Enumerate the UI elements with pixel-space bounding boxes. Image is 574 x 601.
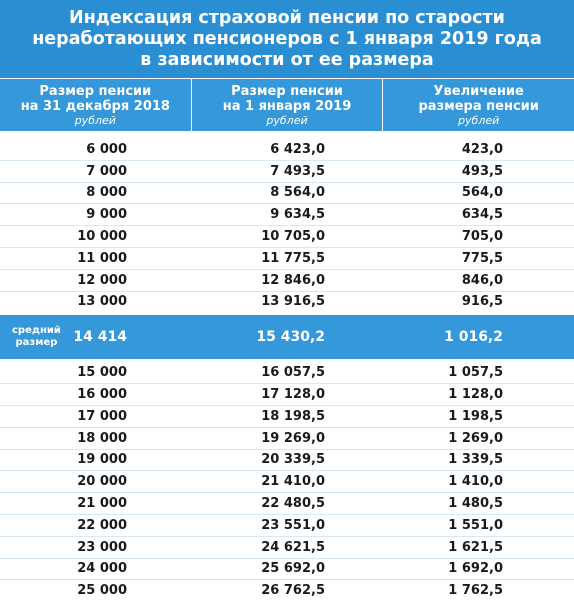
pension-2018-cell: 13 000: [77, 294, 127, 310]
table-row: [0, 536, 574, 558]
pension-2019-cell: 25 692,0: [261, 561, 325, 577]
pension-2019-cell: 24 621,5: [261, 539, 325, 555]
pension-2019-cell: 8 564,0: [270, 185, 325, 201]
column-header-line: Размер пенсии: [231, 83, 343, 99]
pension-2019-cell: 18 198,5: [261, 408, 325, 424]
average-pension-2018: 14 414: [73, 329, 127, 346]
table-row: [0, 558, 574, 580]
pension-2019-cell: 16 057,5: [261, 365, 325, 381]
table-title: [0, 0, 574, 78]
increase-cell: 634,5: [461, 207, 503, 223]
pension-2018-cell: 18 000: [77, 430, 127, 446]
pension-2018-cell: 25 000: [77, 583, 127, 599]
pension-2019-cell: 20 339,5: [261, 452, 325, 468]
increase-cell: 916,5: [461, 294, 503, 310]
pension-2018-cell: 19 000: [77, 452, 127, 468]
pension-2018-cell: 16 000: [77, 387, 127, 403]
column-header-line: Размер пенсии: [39, 83, 152, 99]
average-row: [0, 315, 574, 359]
table-row: [0, 247, 574, 269]
increase-cell: 1 198,5: [448, 408, 503, 424]
pension-2019-cell: 7 493,5: [270, 163, 325, 179]
title-line-2: неработающих пенсионеров с 1 января 2019 года: [32, 28, 542, 49]
increase-cell: 493,5: [461, 163, 503, 179]
column-header-increase: [382, 79, 574, 131]
table-body: [0, 131, 574, 601]
average-label-line: средний: [12, 325, 61, 337]
table-row: [0, 203, 574, 225]
pension-2019-cell: 6 423,0: [270, 141, 325, 157]
average-label-line: размер: [15, 337, 58, 349]
table-row: [0, 362, 574, 383]
increase-cell: 1 480,5: [448, 496, 503, 512]
table-row: [0, 182, 574, 204]
pension-2019-cell: 17 128,0: [261, 387, 325, 403]
table-row: [0, 405, 574, 427]
column-unit: рублей: [74, 113, 116, 127]
table-row: [0, 579, 574, 601]
table-header: [0, 78, 574, 131]
table-row: [0, 470, 574, 492]
table-row: [0, 160, 574, 182]
pension-2018-cell: 12 000: [77, 272, 127, 288]
pension-2019-cell: 19 269,0: [261, 430, 325, 446]
table-row: [0, 269, 574, 291]
increase-cell: 705,0: [461, 229, 503, 245]
pension-2018-cell: 6 000: [86, 141, 127, 157]
increase-cell: 423,0: [461, 141, 503, 157]
column-unit: рублей: [458, 113, 500, 127]
column-header-pension-2018: [0, 79, 191, 131]
table-row: [0, 139, 574, 160]
pension-2018-cell: 23 000: [77, 539, 127, 555]
table-row: [0, 383, 574, 405]
increase-cell: 1 621,5: [448, 539, 503, 555]
column-unit: рублей: [266, 113, 308, 127]
increase-cell: 846,0: [461, 272, 503, 288]
pension-2018-cell: 10 000: [77, 229, 127, 245]
table-row: [0, 514, 574, 536]
pension-2018-cell: 22 000: [77, 517, 127, 533]
pension-2018-cell: 21 000: [77, 496, 127, 512]
increase-cell: 1 551,0: [448, 517, 503, 533]
title-line-1: Индексация страховой пенсии по старости: [69, 7, 505, 28]
increase-cell: 775,5: [461, 250, 503, 266]
pension-2018-cell: 17 000: [77, 408, 127, 424]
table-row: [0, 449, 574, 471]
pension-2018-cell: 7 000: [86, 163, 127, 179]
increase-cell: 564,0: [461, 185, 503, 201]
pension-2018-cell: 9 000: [86, 207, 127, 223]
pension-2019-cell: 23 551,0: [261, 517, 325, 533]
column-header-line: на 31 декабря 2018: [20, 98, 170, 114]
column-header-pension-2019: [191, 79, 383, 131]
pension-2018-cell: 20 000: [77, 474, 127, 490]
table-row: [0, 427, 574, 449]
column-header-line: размера пенсии: [418, 98, 539, 114]
pension-2019-cell: 26 762,5: [261, 583, 325, 599]
increase-cell: 1 269,0: [448, 430, 503, 446]
average-label: [12, 315, 61, 359]
increase-cell: 1 339,5: [448, 452, 503, 468]
pension-2018-cell: 15 000: [77, 365, 127, 381]
pension-2019-cell: 10 705,0: [261, 229, 325, 245]
pension-2018-cell: 11 000: [77, 250, 127, 266]
column-header-line: Увеличение: [433, 83, 524, 99]
increase-cell: 1 762,5: [448, 583, 503, 599]
increase-cell: 1 410,0: [448, 474, 503, 490]
pension-2019-cell: 13 916,5: [261, 294, 325, 310]
increase-cell: 1 128,0: [448, 387, 503, 403]
title-line-3: в зависимости от ее размера: [140, 49, 434, 70]
pension-2019-cell: 11 775,5: [261, 250, 325, 266]
rows-before-average: [0, 139, 574, 312]
average-pension-2019: 15 430,2: [256, 329, 325, 346]
pension-2019-cell: 12 846,0: [261, 272, 325, 288]
rows-after-average: [0, 362, 574, 601]
increase-cell: 1 692,0: [448, 561, 503, 577]
column-header-line: на 1 января 2019: [222, 98, 352, 114]
table-row: [0, 291, 574, 313]
average-increase: 1 016,2: [444, 329, 503, 346]
pension-2018-cell: 24 000: [77, 561, 127, 577]
table-row: [0, 225, 574, 247]
pension-2018-cell: 8 000: [86, 185, 127, 201]
pension-2019-cell: 22 480,5: [261, 496, 325, 512]
table-row: [0, 492, 574, 514]
pension-2019-cell: 21 410,0: [261, 474, 325, 490]
pension-2019-cell: 9 634,5: [270, 207, 325, 223]
increase-cell: 1 057,5: [448, 365, 503, 381]
